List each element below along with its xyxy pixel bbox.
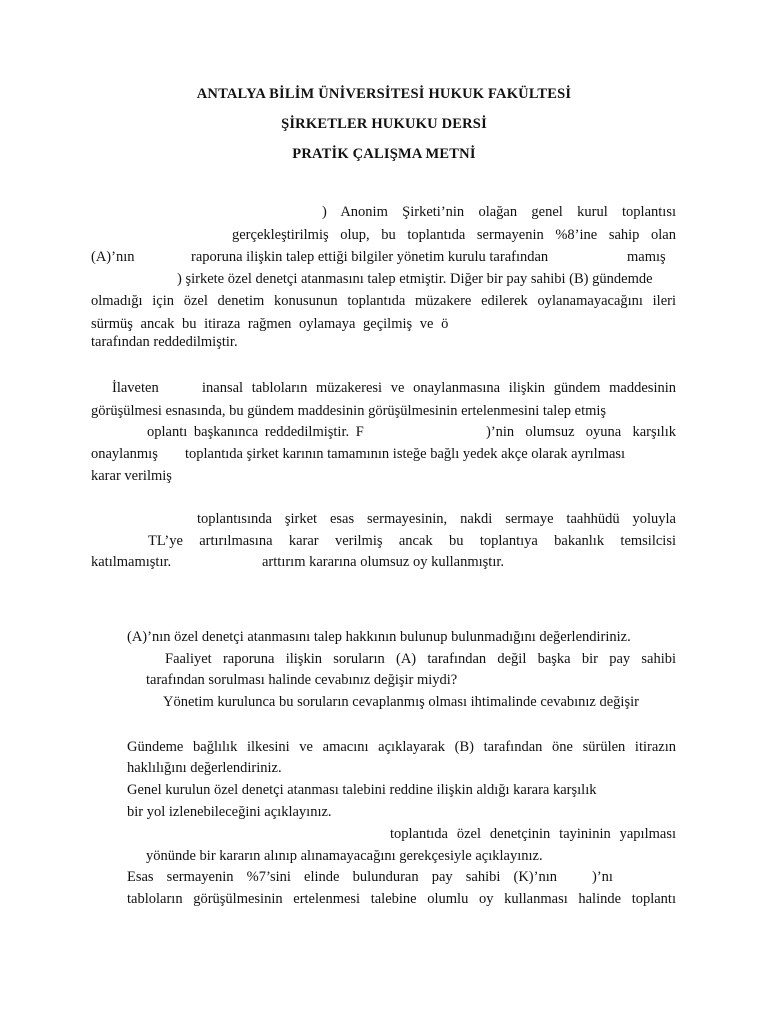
question-3: Yönetim kurulunca bu soruların cevaplanmış olması ihtimalinde cevabınız değişir [163,694,639,710]
question-6-line2: yönünde bir kararın alınıp alınamayacağını gerekçesiyle açıklayınız. [146,848,543,864]
header-course: ŞİRKETLER HUKUKU DERSİ [281,116,487,132]
header-doc-title: PRATİK ÇALIŞMA METNİ [292,146,476,162]
question-2-line2: tarafından sorulması halinde cevabınız değişir miydi? [146,672,458,688]
question-6-line1: toplantıda özel denetçinin tayininin yapılması [390,826,676,842]
question-4-line1: Gündeme bağlılık ilkesini ve amacını açıklayarak (B) tarafından öne sürülen itirazın [127,739,676,755]
para1-line3c: mamış [627,249,666,265]
para3-line2: TL’ye artırılmasına karar verilmiş ancak bu toplantıya bakanlık temsilcisi [148,533,676,549]
para3-line3b: arttırım kararına olumsuz oy kullanmıştır. [262,554,505,570]
para2-line1a: İlaveten [112,380,159,396]
para2-line3a: oplantı başkanınca reddedilmiştir. F [147,424,364,440]
para2-line4b: toplantıda şirket karının tamamının isteğe bağlı yedek akçe olarak ayrılması [185,446,626,462]
para2-line2: görüşülmesi esnasında, bu gündem maddesinin görüşülmesinin ertelenmesini talep etmiş [91,403,607,419]
para1-line1: ) Anonim Şirketi’nin olağan genel kurul toplantısı [322,204,676,220]
question-5-line1: Genel kurulun özel denetçi atanması talebini reddine ilişkin aldığı karara karşılık [127,782,597,798]
para2-line5: karar verilmiş [91,468,172,484]
question-2-line1: Faaliyet raporuna ilişkin soruların (A) tarafından değil başka bir pay sahibi [165,651,676,667]
para2-line3b: )’nin olumsuz oyuna karşılık [486,424,676,440]
para1-line4: ) şirkete özel denetçi atanmasını talep etmiştir. Diğer bir pay sahibi (B) gündemde [177,271,653,287]
para1-line7: tarafından reddedilmiştir. [91,334,238,350]
para3-line1: toplantısında şirket esas sermayesinin, nakdi sermaye taahhüdü yoluyla [197,511,676,527]
question-4-line2: haklılığını değerlendiriniz. [127,760,282,776]
question-5-line2: bir yol izlenebileceğini açıklayınız. [127,804,332,820]
para1-line2: gerçekleştirilmiş olup, bu toplantıda sermayenin %8’ine sahip olan [232,227,676,243]
para2-line4a: onaylanmış [91,446,158,462]
question-7-line2: )’nı [592,869,613,885]
question-8: tabloların görüşülmesinin ertelenmesi talebine olumlu oy kullanması halinde toplantı [127,891,676,907]
para1-line3b: raporuna ilişkin talep ettiği bilgiler yönetim kurulu tarafından [191,249,549,265]
para3-line3a: katılmamıştır. [91,554,172,570]
para1-line5: olmadığı için özel denetim konusunun toplantıda müzakere edilerek oylanamayacağını ileri [91,293,676,309]
question-7-line1: Esas sermayenin %7’sini elinde bulunduran pay sahibi (K)’nın [127,869,557,885]
header-university: ANTALYA BİLİM ÜNİVERSİTESİ HUKUK FAKÜLTESİ [196,86,572,102]
para1-line3a: (A)’nın [91,249,135,265]
question-1: (A)’nın özel denetçi atanmasını talep hakkının bulunup bulunmadığını değerlendiriniz. [127,629,631,645]
para2-line1b: inansal tabloların müzakeresi ve onaylanmasına ilişkin gündem maddesinin [202,380,676,396]
para1-line6: sürmüş ancak bu itiraza rağmen oylamaya geçilmiş ve ö [91,316,449,332]
